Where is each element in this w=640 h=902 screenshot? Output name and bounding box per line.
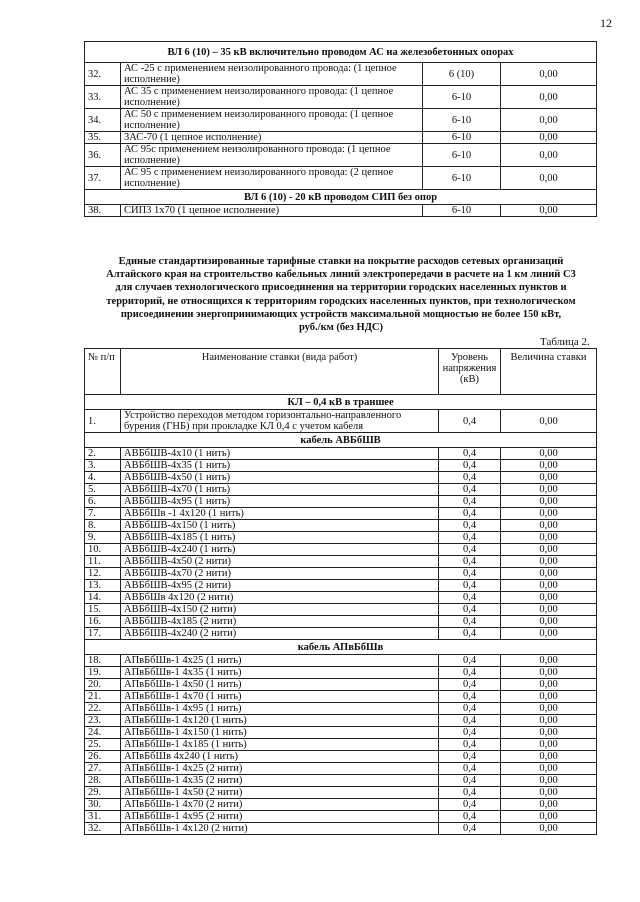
row-voltage: 6-10 <box>423 132 501 144</box>
table-row <box>85 109 597 132</box>
table-row <box>85 63 597 86</box>
table-row <box>85 167 597 190</box>
row-name: АПвБбШв-1 4х25 (2 нити) <box>121 763 439 775</box>
row-voltage: 0,4 <box>439 460 501 472</box>
row-number: 29. <box>85 787 121 799</box>
row-number: 5. <box>85 484 121 496</box>
row-value: 0,00 <box>501 679 597 691</box>
row-number: 26. <box>85 751 121 763</box>
row-value: 0,00 <box>501 775 597 787</box>
row-voltage: 0,4 <box>439 787 501 799</box>
table2-section-kl <box>85 395 597 448</box>
row-voltage: 0,4 <box>439 799 501 811</box>
row-name: АВБбШВ-4х240 (2 нити) <box>121 628 439 640</box>
table-row <box>85 520 597 532</box>
row-number: 1. <box>85 410 121 433</box>
table-row <box>85 592 597 604</box>
row-voltage: 0,4 <box>439 616 501 628</box>
row-value: 0,00 <box>501 520 597 532</box>
row-value: 0,00 <box>501 655 597 667</box>
row-name: АС -25 с применением неизолированного провода: (1 цепное исполнение) <box>121 63 423 86</box>
row-voltage: 0,4 <box>439 703 501 715</box>
table2-rows-apv <box>85 655 597 835</box>
header-voltage: Уровень напряжения (кВ) <box>439 349 501 395</box>
table-row <box>85 727 597 739</box>
row-voltage: 0,4 <box>439 496 501 508</box>
row-value: 0,00 <box>501 484 597 496</box>
row-value: 0,00 <box>501 727 597 739</box>
row-voltage: 0,4 <box>439 604 501 616</box>
row-voltage: 0,4 <box>439 751 501 763</box>
table-row <box>85 763 597 775</box>
row-name: АПвБбШв-1 4х70 (1 нить) <box>121 691 439 703</box>
row-voltage: 0,4 <box>439 532 501 544</box>
row-voltage: 0,4 <box>439 580 501 592</box>
row-name: АВБбШВ-4х50 (2 нити) <box>121 556 439 568</box>
table2-head <box>85 349 597 395</box>
row-value: 0,00 <box>501 811 597 823</box>
table-row <box>85 568 597 580</box>
row-number: 21. <box>85 691 121 703</box>
row-number: 32. <box>85 823 121 835</box>
row-name: АВБбШВ-4х240 (1 нить) <box>121 544 439 556</box>
row-name: АВБбШВ-4х150 (1 нить) <box>121 520 439 532</box>
row-number: 4. <box>85 472 121 484</box>
row-name: АПвБбШв-1 4х120 (2 нити) <box>121 823 439 835</box>
row-number: 18. <box>85 655 121 667</box>
table-caption: Таблица 2. <box>540 336 590 348</box>
row-value: 0,00 <box>501 205 597 217</box>
row-voltage: 0,4 <box>439 520 501 532</box>
table-row <box>85 448 597 460</box>
row-name: АПвБбШв 4х240 (1 нить) <box>121 751 439 763</box>
row-number: 15. <box>85 604 121 616</box>
document-heading <box>96 255 586 334</box>
row-value: 0,00 <box>501 109 597 132</box>
table1-rows-ac <box>85 63 597 190</box>
page-number: 12 <box>600 16 612 30</box>
heading-line: территорий, не относящихся к территориям городских населенных пунктов, при технологическом <box>106 295 576 307</box>
row-value: 0,00 <box>501 410 597 433</box>
heading-line: руб./км (без НДС) <box>298 322 383 334</box>
row-voltage: 0,4 <box>439 628 501 640</box>
row-voltage: 6-10 <box>423 205 501 217</box>
row-value: 0,00 <box>501 544 597 556</box>
row-value: 0,00 <box>501 715 597 727</box>
tariff-table-cable-lines <box>84 348 597 835</box>
table2-section-header <box>85 433 597 448</box>
table-row <box>85 715 597 727</box>
table-row <box>85 508 597 520</box>
table2-section-header <box>85 640 597 655</box>
row-name: АВБбШВ-4х185 (2 нити) <box>121 616 439 628</box>
row-number: 33. <box>85 86 121 109</box>
table-row <box>85 823 597 835</box>
row-voltage: 0,4 <box>439 448 501 460</box>
row-name: АПвБбШв-1 4х35 (1 нить) <box>121 667 439 679</box>
heading-line: Единые стандартизированные тарифные ставки на покрытие расходов сетевых организаций <box>118 256 564 267</box>
row-number: 14. <box>85 592 121 604</box>
row-number: 8. <box>85 520 121 532</box>
row-value: 0,00 <box>501 86 597 109</box>
row-value: 0,00 <box>501 592 597 604</box>
table2-section-header <box>85 395 597 410</box>
row-value: 0,00 <box>501 787 597 799</box>
row-name: АПвБбШв-1 4х185 (1 нить) <box>121 739 439 751</box>
row-value: 0,00 <box>501 508 597 520</box>
row-value: 0,00 <box>501 667 597 679</box>
row-value: 0,00 <box>501 823 597 835</box>
row-value: 0,00 <box>501 496 597 508</box>
table-row <box>85 86 597 109</box>
row-number: 7. <box>85 508 121 520</box>
row-number: 12. <box>85 568 121 580</box>
table1-section-header <box>85 42 597 63</box>
row-number: 28. <box>85 775 121 787</box>
row-voltage: 6 (10) <box>423 63 501 86</box>
section-vl-ac: ВЛ 6 (10) – 35 кВ включительно проводом АС на железобетонных опорах <box>85 42 597 63</box>
row-value: 0,00 <box>501 751 597 763</box>
row-value: 0,00 <box>501 628 597 640</box>
table2-rows-avb <box>85 448 597 640</box>
row-voltage: 6-10 <box>423 144 501 167</box>
table-row <box>85 667 597 679</box>
row-value: 0,00 <box>501 144 597 167</box>
table-row <box>85 544 597 556</box>
row-number: 20. <box>85 679 121 691</box>
row-name: АВБбШВ-4х70 (2 нити) <box>121 568 439 580</box>
row-name: АПвБбШв-1 4х95 (1 нить) <box>121 703 439 715</box>
table-row <box>85 691 597 703</box>
table-row <box>85 532 597 544</box>
table1-rows-sip <box>85 205 597 217</box>
row-value: 0,00 <box>501 616 597 628</box>
table-row <box>85 604 597 616</box>
row-voltage: 6-10 <box>423 167 501 190</box>
row-voltage: 0,4 <box>439 739 501 751</box>
row-value: 0,00 <box>501 763 597 775</box>
row-value: 0,00 <box>501 604 597 616</box>
row-voltage: 0,4 <box>439 410 501 433</box>
row-name: СИП3 1х70 (1 цепное исполнение) <box>121 205 423 217</box>
row-name: Устройство переходов методом горизонтально-направленного бурения (ГНБ) при прокладке КЛ 0,4 с учетом кабеля <box>121 410 439 433</box>
row-name: АПвБбШв-1 4х150 (1 нить) <box>121 727 439 739</box>
row-number: 32. <box>85 63 121 86</box>
table-row <box>85 616 597 628</box>
row-name: АС 95 с применением неизолированного провода: (2 цепное исполнение) <box>121 167 423 190</box>
row-number: 34. <box>85 109 121 132</box>
header-num: № п/п <box>85 349 121 395</box>
table-row <box>85 496 597 508</box>
row-name: АПвБбШв-1 4х120 (1 нить) <box>121 715 439 727</box>
section-vl-sip: ВЛ 6 (10) - 20 кВ проводом СИП без опор <box>85 190 597 205</box>
row-name: АВБбШВ-4х10 (1 нить) <box>121 448 439 460</box>
table-row <box>85 144 597 167</box>
row-number: 35. <box>85 132 121 144</box>
row-voltage: 0,4 <box>439 592 501 604</box>
row-number: 10. <box>85 544 121 556</box>
row-name: АПвБбШв-1 4х50 (1 нить) <box>121 679 439 691</box>
table-row <box>85 484 597 496</box>
table-row <box>85 787 597 799</box>
table-row <box>85 751 597 763</box>
row-number: 31. <box>85 811 121 823</box>
section-cable-avb: кабель АВБбШВ <box>85 433 597 448</box>
table1-section-header <box>85 190 597 205</box>
row-voltage: 0,4 <box>439 811 501 823</box>
row-number: 19. <box>85 667 121 679</box>
row-value: 0,00 <box>501 532 597 544</box>
row-value: 0,00 <box>501 739 597 751</box>
row-number: 3. <box>85 460 121 472</box>
table-row <box>85 811 597 823</box>
row-voltage: 0,4 <box>439 763 501 775</box>
table-row <box>85 655 597 667</box>
table-row <box>85 799 597 811</box>
row-name: АС 50 с применением неизолированного провода: (1 цепное исполнение) <box>121 109 423 132</box>
row-number: 16. <box>85 616 121 628</box>
row-name: АС 35 с применением неизолированного провода: (1 цепное исполнение) <box>121 86 423 109</box>
row-number: 30. <box>85 799 121 811</box>
row-number: 22. <box>85 703 121 715</box>
row-name: АВБбШВ-4х70 (1 нить) <box>121 484 439 496</box>
row-name: АПвБбШв-1 4х95 (2 нити) <box>121 811 439 823</box>
row-name: АС 95с применением неизолированного провода: (1 цепное исполнение) <box>121 144 423 167</box>
row-number: 23. <box>85 715 121 727</box>
row-value: 0,00 <box>501 167 597 190</box>
row-number: 9. <box>85 532 121 544</box>
row-number: 38. <box>85 205 121 217</box>
row-voltage: 0,4 <box>439 775 501 787</box>
section-kl-trench: КЛ – 0,4 кВ в траншее <box>85 395 597 410</box>
row-number: 11. <box>85 556 121 568</box>
row-voltage: 0,4 <box>439 655 501 667</box>
row-voltage: 0,4 <box>439 508 501 520</box>
row-voltage: 0,4 <box>439 667 501 679</box>
row-voltage: 0,4 <box>439 544 501 556</box>
row-name: АПвБбШв-1 4х70 (2 нити) <box>121 799 439 811</box>
row-name: АВБбШВ-4х35 (1 нить) <box>121 460 439 472</box>
heading-line: Алтайского края на строительство кабельных линий электропередачи в расчете на 1 км линий С3 <box>106 269 576 281</box>
row-value: 0,00 <box>501 703 597 715</box>
heading-line: для случаев технологического присоединения на территории городских населенных пунктов и <box>115 282 567 294</box>
table1-section2 <box>85 190 597 205</box>
row-name: АВБбШВ-4х95 (1 нить) <box>121 496 439 508</box>
row-number: 37. <box>85 167 121 190</box>
table-row <box>85 703 597 715</box>
header-value: Величина ставки <box>501 349 597 395</box>
row-value: 0,00 <box>501 691 597 703</box>
header-name: Наименование ставки (вида работ) <box>121 349 439 395</box>
table-row <box>85 410 597 433</box>
row-value: 0,00 <box>501 799 597 811</box>
row-number: 6. <box>85 496 121 508</box>
row-voltage: 0,4 <box>439 715 501 727</box>
row-voltage: 0,4 <box>439 568 501 580</box>
table1-body <box>85 42 597 63</box>
row-number: 27. <box>85 763 121 775</box>
row-voltage: 0,4 <box>439 727 501 739</box>
heading-line: присоединении энергопринимающих устройств максимальной мощностью не более 150 кВт, <box>120 308 562 320</box>
row-value: 0,00 <box>501 63 597 86</box>
row-number: 2. <box>85 448 121 460</box>
table-row <box>85 739 597 751</box>
row-name: 3АС-70 (1 цепное исполнение) <box>121 132 423 144</box>
row-name: АВБбШВ-4х95 (2 нити) <box>121 580 439 592</box>
row-voltage: 0,4 <box>439 823 501 835</box>
section-cable-apv: кабель АПвБбШв <box>85 640 597 655</box>
row-value: 0,00 <box>501 460 597 472</box>
row-number: 25. <box>85 739 121 751</box>
row-number: 36. <box>85 144 121 167</box>
row-name: АПвБбШв-1 4х25 (1 нить) <box>121 655 439 667</box>
row-name: АВБбШв -1 4х120 (1 нить) <box>121 508 439 520</box>
table2-header-row <box>85 349 597 395</box>
row-name: АВБбШВ-4х50 (1 нить) <box>121 472 439 484</box>
row-name: АПвБбШв-1 4х35 (2 нити) <box>121 775 439 787</box>
table-row <box>85 556 597 568</box>
row-number: 17. <box>85 628 121 640</box>
row-name: АВБбШв 4х120 (2 нити) <box>121 592 439 604</box>
table-row <box>85 460 597 472</box>
row-voltage: 6-10 <box>423 86 501 109</box>
row-name: АВБбШВ-4х185 (1 нить) <box>121 532 439 544</box>
table-row <box>85 679 597 691</box>
row-value: 0,00 <box>501 580 597 592</box>
tariff-table-overhead-lines <box>84 41 597 217</box>
row-value: 0,00 <box>501 472 597 484</box>
row-value: 0,00 <box>501 556 597 568</box>
row-value: 0,00 <box>501 568 597 580</box>
row-voltage: 6-10 <box>423 109 501 132</box>
row-voltage: 0,4 <box>439 679 501 691</box>
table-row <box>85 775 597 787</box>
row-voltage: 0,4 <box>439 691 501 703</box>
row-voltage: 0,4 <box>439 484 501 496</box>
table-row <box>85 132 597 144</box>
table-row <box>85 628 597 640</box>
table-row <box>85 580 597 592</box>
row-voltage: 0,4 <box>439 472 501 484</box>
row-value: 0,00 <box>501 132 597 144</box>
table-row <box>85 472 597 484</box>
row-number: 13. <box>85 580 121 592</box>
row-number: 24. <box>85 727 121 739</box>
row-voltage: 0,4 <box>439 556 501 568</box>
table-row <box>85 205 597 217</box>
table2-section-apv <box>85 640 597 655</box>
row-value: 0,00 <box>501 448 597 460</box>
row-name: АПвБбШв-1 4х50 (2 нити) <box>121 787 439 799</box>
row-name: АВБбШВ-4х150 (2 нити) <box>121 604 439 616</box>
